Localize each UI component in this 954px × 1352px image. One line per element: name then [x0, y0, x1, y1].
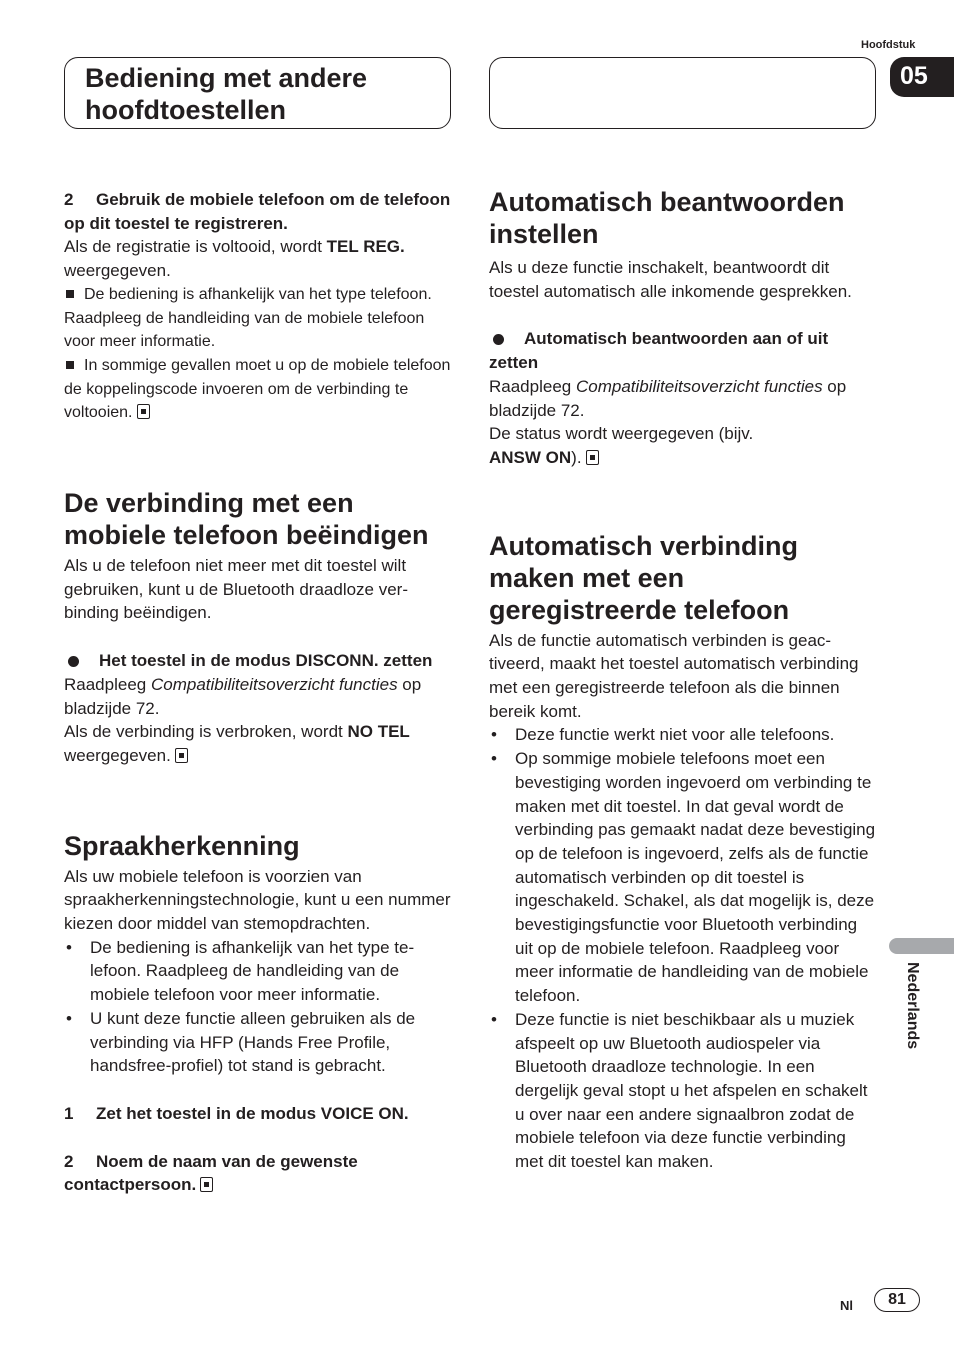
status-post: ).	[571, 447, 582, 467]
list-item: • Op sommige mobiele telefoons moet een bevestiging worden ingevoerd om verbinding te maken met dit toestel. In dat geval wordt de verbinding pas gemaakt nadat deze bevestiging op de telefoon is ingevoerd, zelfs als de functie automatisch verbinden op dit toestel is ingeschakeld. Schakel, als dat mogelijk is, deze bevestigingsfunctie voor Bluetooth verbinding uit op de mobiele telefoon. Raadpleeg voor meer informatie de handleiding van de mobiele telefoon.	[489, 747, 877, 1008]
auto-connect-intro: Als de functie automatisch verbinden is geactiveerd, maakt het toestel automatisch verbinding met een geregistreerde telefoon als die binnen bereik komt.	[489, 630, 859, 721]
note-square-icon	[66, 290, 74, 298]
ref-page: op bladzijde 72.	[64, 674, 422, 718]
ref-title: Compatibiliteitsoverzicht functies	[150, 674, 398, 694]
footer-lang-code: Nl	[840, 1298, 853, 1313]
end-mark-icon	[175, 748, 188, 763]
note-text: De bediening is afhankelijk van het type telefoon. Raadpleeg de handleiding van de mobiele telefoon voor meer informatie.	[64, 285, 432, 351]
ref-page: op bladzijde 72.	[489, 376, 847, 420]
auto-answer-intro: Als u deze functie inschakelt, beantwoordt dit toestel automatisch alle inkomende gesprekken.	[489, 258, 852, 301]
status-pre: Als de verbinding is verbroken, wordt	[64, 722, 348, 742]
status-post: weergegeven.	[64, 745, 171, 765]
display-tel-reg: TEL REG.	[326, 237, 405, 257]
end-mark-icon	[586, 450, 599, 465]
step-text: Noem de naam van de gewenste contactpersoon.	[64, 1151, 358, 1195]
auto-answer-status	[489, 446, 877, 470]
list-item: • De bediening is afhankelijk van het type telefoon. Raadpleeg de handleiding van de mobiele telefoon voor meer informatie.	[64, 936, 452, 1007]
register-result	[64, 235, 452, 282]
register-result-text: Als de registratie is voltooid, wordt	[64, 237, 327, 257]
heading-auto-answer: Automatisch beantwoorden instellen	[489, 187, 845, 249]
heading-disconnect: De verbinding met een mobiele telefoon beëindigen	[64, 488, 429, 551]
page-number: 81	[888, 1291, 906, 1308]
ref-title: Compatibiliteitsoverzicht functies	[575, 376, 823, 396]
chapter-number: 05	[900, 62, 928, 90]
language-tab	[889, 938, 954, 954]
note-text: In sommige gevallen moet u op de mobiele telefoon de koppelingscode invoeren om de verbinding te voltooien.	[64, 356, 451, 422]
display-answ-on: ANSW ON	[489, 447, 572, 467]
page-number-badge	[874, 1288, 920, 1312]
chapter-label: Hoofdstuk	[861, 39, 916, 51]
step-register	[64, 188, 452, 235]
ref-pre: Raadpleeg	[64, 674, 151, 694]
right-column	[489, 186, 877, 1174]
step-number: 2	[64, 190, 74, 209]
step-number: 1	[64, 1103, 74, 1123]
auto-answer-bullet	[489, 327, 877, 374]
disconnect-intro: Als u de telefoon niet meer met dit toestel wilt gebruiken, kunt u de Bluetooth draadloze verbinding beëindigen.	[64, 556, 409, 623]
auto-answer-ref	[489, 375, 877, 422]
note-item	[64, 283, 452, 354]
disconnect-status	[64, 720, 452, 767]
auto-connect-bullets	[489, 723, 877, 1173]
step-text: Zet het toestel in de modus VOICE ON.	[96, 1103, 409, 1123]
list-item: • Deze functie werkt niet voor alle telefoons.	[489, 723, 877, 747]
auto-answer-status-line: De status wordt weergegeven (bijv.	[489, 424, 754, 444]
bullet-dot-icon	[68, 656, 79, 667]
end-mark-icon	[137, 404, 150, 419]
disconnect-ref	[64, 673, 452, 720]
step-voice-on	[64, 1102, 452, 1126]
bullet-dot-icon	[493, 334, 504, 345]
section-header-title: Bediening met andere hoofdtoestellen	[85, 63, 368, 125]
heading-voice-recognition: Spraakherkenning	[64, 830, 300, 861]
auto-answer-bullet-text: Automatisch beantwoorden aan of uit zetten	[489, 329, 829, 373]
step-text: Gebruik de mobiele telefoon om de telefoon op dit toestel te registreren.	[64, 190, 451, 233]
voice-bullets	[64, 936, 452, 1078]
disconnect-bullet-text: Het toestel in de modus DISCONN. zetten	[99, 651, 433, 671]
chapter-badge	[890, 57, 954, 97]
step-say-name	[64, 1150, 452, 1197]
end-mark-icon	[200, 1177, 213, 1192]
heading-auto-connect: Automatisch verbinding maken met een geregistreerde telefoon	[489, 530, 799, 625]
left-column	[64, 188, 452, 1197]
list-item: • Deze functie is niet beschikbaar als u muziek afspeelt op uw Bluetooth audiospeler via Bluetooth draadloze technologie. In een dergelijk geval stopt u het afspelen en schakelt u over naar een andere signaalbron zodat de mobiele telefoon via deze functie verbinding met dit toestel kan maken.	[489, 1008, 877, 1174]
language-label: Nederlands	[904, 962, 921, 1050]
note-square-icon	[66, 361, 74, 369]
register-result-tail: weergegeven.	[64, 261, 171, 281]
note-item	[64, 354, 452, 425]
list-item: • U kunt deze functie alleen gebruiken als de verbinding via HFP (Hands Free Profile, handsfree-profiel) tot stand is gebracht.	[64, 1007, 452, 1078]
voice-intro: Als uw mobiele telefoon is voorzien van spraakherkenningstechnologie, kunt u een nummer kiezen door middel van stemopdrachten.	[64, 866, 451, 934]
display-no-tel: NO TEL	[347, 722, 410, 742]
empty-header-box	[489, 57, 876, 129]
step-number: 2	[64, 1151, 74, 1171]
section-header-box	[64, 57, 451, 129]
disconnect-bullet	[64, 649, 452, 673]
ref-pre: Raadpleeg	[489, 376, 576, 396]
